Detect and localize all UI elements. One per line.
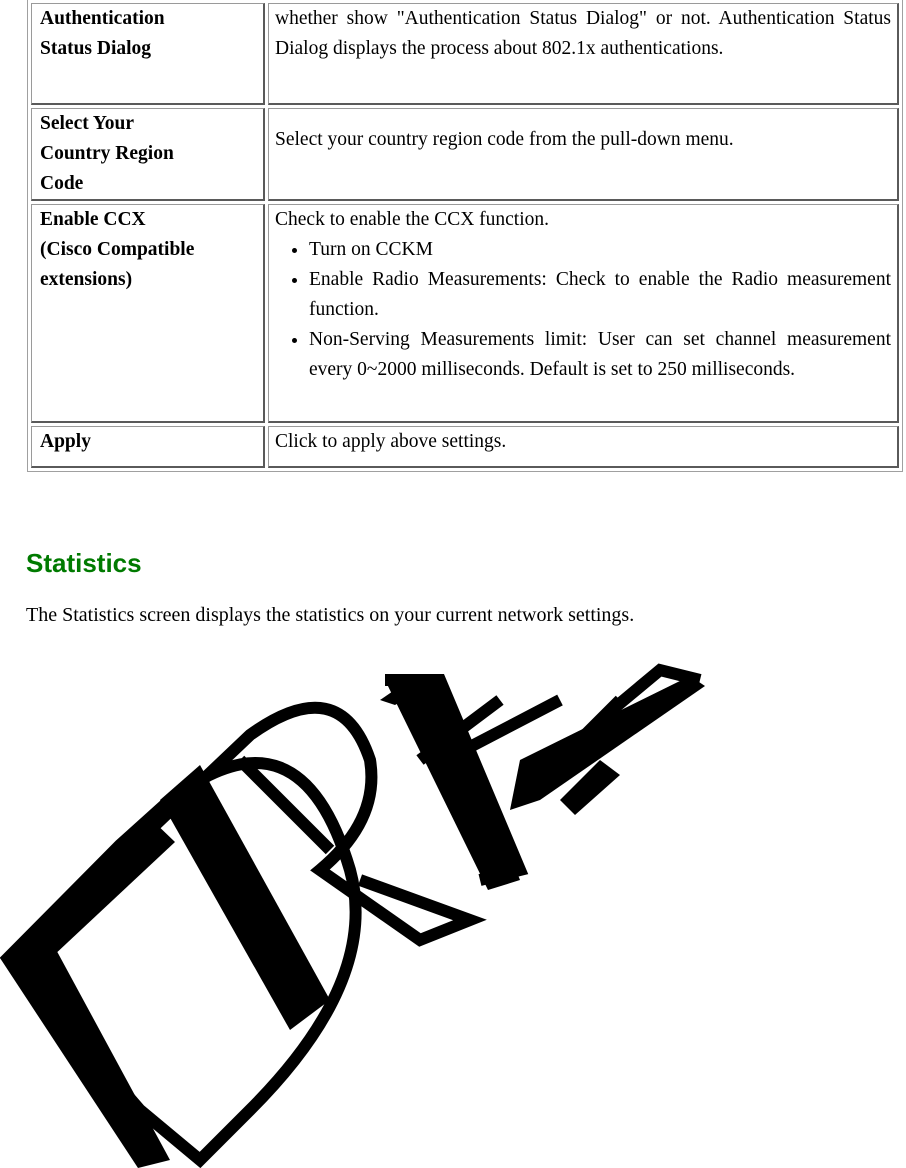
watermark-a-left <box>385 678 520 890</box>
watermark-d-stroke <box>0 920 170 1168</box>
description-cell: whether show "Authentication Status Dialog" or not. Authentication Status Dialog displays the process about 802.1x authentications. <box>268 3 899 105</box>
table-row <box>31 108 899 201</box>
term-line: Authentication <box>40 8 165 29</box>
watermark-r-stem <box>160 765 330 1030</box>
settings-table <box>27 0 903 472</box>
list-item: • Turn on CCKM <box>309 235 891 265</box>
term-line: (Cisco Compatible <box>40 239 195 260</box>
table-row <box>31 3 899 105</box>
term-line: Enable CCX <box>40 209 146 230</box>
watermark-letter-f <box>540 670 700 780</box>
term-cell <box>31 3 265 105</box>
description-cell <box>268 108 899 201</box>
term-cell <box>31 108 265 201</box>
term-line: Status Dialog <box>40 38 152 59</box>
term-cell <box>31 204 265 423</box>
list-item: • Enable Radio Measurements: Check to enable the Radio measurement function. <box>309 265 891 325</box>
list-item: • Non-Serving Measurements limit: User can set channel measurement every 0~2000 milliseconds. Default is set to 250 milliseconds. <box>309 325 891 385</box>
term-line: Code <box>40 173 84 194</box>
term-line: Apply <box>40 431 91 452</box>
description-text: Select your country region code from the pull-down menu. <box>275 129 734 150</box>
watermark-f-bar <box>560 760 620 815</box>
description-cell <box>268 204 899 423</box>
watermark-f-stem <box>510 676 705 810</box>
description-text: Check to enable the CCX function. <box>275 209 550 230</box>
watermark-a-right <box>380 676 445 705</box>
watermark-letter-a <box>385 680 560 880</box>
term-line: extensions) <box>40 269 133 290</box>
watermark-letter-d <box>8 763 356 1160</box>
watermark-d-left <box>12 818 175 972</box>
description-cell: Click to apply above settings. <box>268 426 899 468</box>
term-line: Select Your <box>40 113 135 134</box>
term-cell <box>31 426 265 468</box>
term-line: Country Region <box>40 143 174 164</box>
watermark-letter-r <box>150 708 470 940</box>
section-heading: Statistics <box>26 548 142 578</box>
section-text: The Statistics screen displays the statistics on your current network settings. <box>26 604 635 626</box>
table-row <box>31 204 899 423</box>
bullet-list <box>275 235 891 385</box>
table-row <box>31 426 899 468</box>
